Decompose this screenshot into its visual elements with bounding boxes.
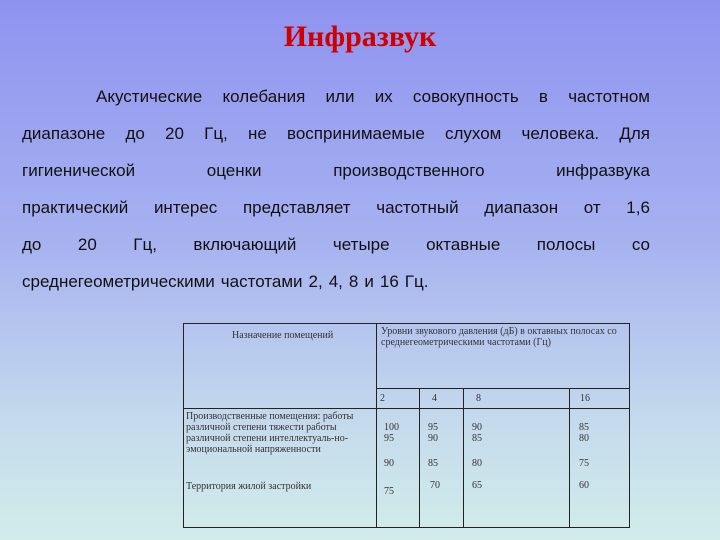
paragraph-word: Акустические [96,87,203,106]
cell-value: 90 [384,458,394,469]
paragraph-line-1 [22,78,650,115]
table-divider [376,388,629,389]
cell-value: 75 [579,458,589,469]
paragraph-word: 1,6 [626,198,650,217]
paragraph-word: 16 [379,272,399,291]
paragraph-word: Гц. [404,272,429,291]
row-label-residential: Территория жилой застройки [186,481,312,492]
paragraph-word: представляет [242,198,351,217]
paragraph-line-4 [22,189,650,226]
paragraph-word: не [247,124,267,143]
paragraph-word: в [538,87,548,106]
paragraph-line-5 [22,226,650,263]
paragraph-word: 4, [328,272,343,291]
paragraph-word: Гц, [133,235,157,254]
paragraph-line-6 [22,263,650,300]
freq-8hz: 8 [476,393,481,404]
paragraph-word: совокупность [412,87,519,106]
paragraph-word: человека. [521,124,600,143]
infrasound-levels-table [183,323,630,528]
paragraph-word: среднегеометрическими [22,272,215,291]
cell-value: 80 [579,433,589,444]
cell-value: 90 [472,422,482,433]
paragraph-line-2 [22,115,650,152]
paragraph-word: октавные [426,235,501,254]
paragraph-word: частотный [376,198,459,217]
cell-value: 80 [472,458,482,469]
paragraph-word: частотном [568,87,650,106]
table-divider [376,324,377,527]
intro-paragraph [22,78,650,300]
paragraph-word: колебания [222,87,306,106]
paragraph-word: их [374,87,393,106]
slide-title: Инфразвук [283,20,437,53]
paragraph-word: Гц, [204,124,228,143]
paragraph-word: Для [619,124,650,143]
row-label-industrial: Производственные помещения: работы различной степени тяжести работы различной степени интеллектуаль-но-эмоциональной напряженности [186,411,354,455]
cell-value: 95 [428,422,438,433]
freq-2hz: 2 [380,393,385,404]
paragraph-word: воспринимаемые [287,124,425,143]
paragraph-word: практический [22,198,129,217]
paragraph-word: со [631,235,650,254]
paragraph-word: частотами [220,272,303,291]
paragraph-word: диапазон [484,198,559,217]
cell-value: 75 [384,486,394,497]
paragraph-word: 20 [165,124,184,143]
paragraph-word: включающий [193,235,297,254]
paragraph-word: до [22,235,42,254]
paragraph-word: интерес [153,198,218,217]
cell-value: 95 [384,433,394,444]
paragraph-word: четыре [332,235,390,254]
paragraph-word: диапазоне [22,124,106,143]
paragraph-word: производственного [333,161,485,180]
cell-value: 85 [472,433,482,444]
paragraph-word: инфразвука [556,161,650,180]
cell-value: 60 [579,480,589,491]
paragraph-word: и [364,272,374,291]
paragraph-word: 2, [308,272,323,291]
freq-16hz: 16 [580,393,590,404]
cell-value: 85 [579,422,589,433]
paragraph-word: 8 [348,272,359,291]
cell-value: 85 [428,458,438,469]
paragraph-word: или [325,87,355,106]
header-pressure-levels: Уровни звукового давления (дБ) в октавных полосах со среднегеометрическими частотами (Гц) [381,326,617,348]
paragraph-word: слухом [444,124,502,143]
header-room-purpose: Назначение помещений [232,330,334,341]
paragraph-word: до [125,124,145,143]
paragraph-word: от [583,198,601,217]
paragraph-word: гигиенической [22,161,136,180]
paragraph-word: полосы [536,235,596,254]
paragraph-word: 20 [77,235,97,254]
freq-4hz: 4 [432,393,437,404]
cell-value: 90 [428,433,438,444]
paragraph-line-3 [22,152,650,189]
table-divider [184,408,629,409]
cell-value: 100 [384,422,399,433]
paragraph-word: оценки [206,161,262,180]
cell-value: 65 [472,480,482,491]
cell-value: 70 [430,480,440,491]
